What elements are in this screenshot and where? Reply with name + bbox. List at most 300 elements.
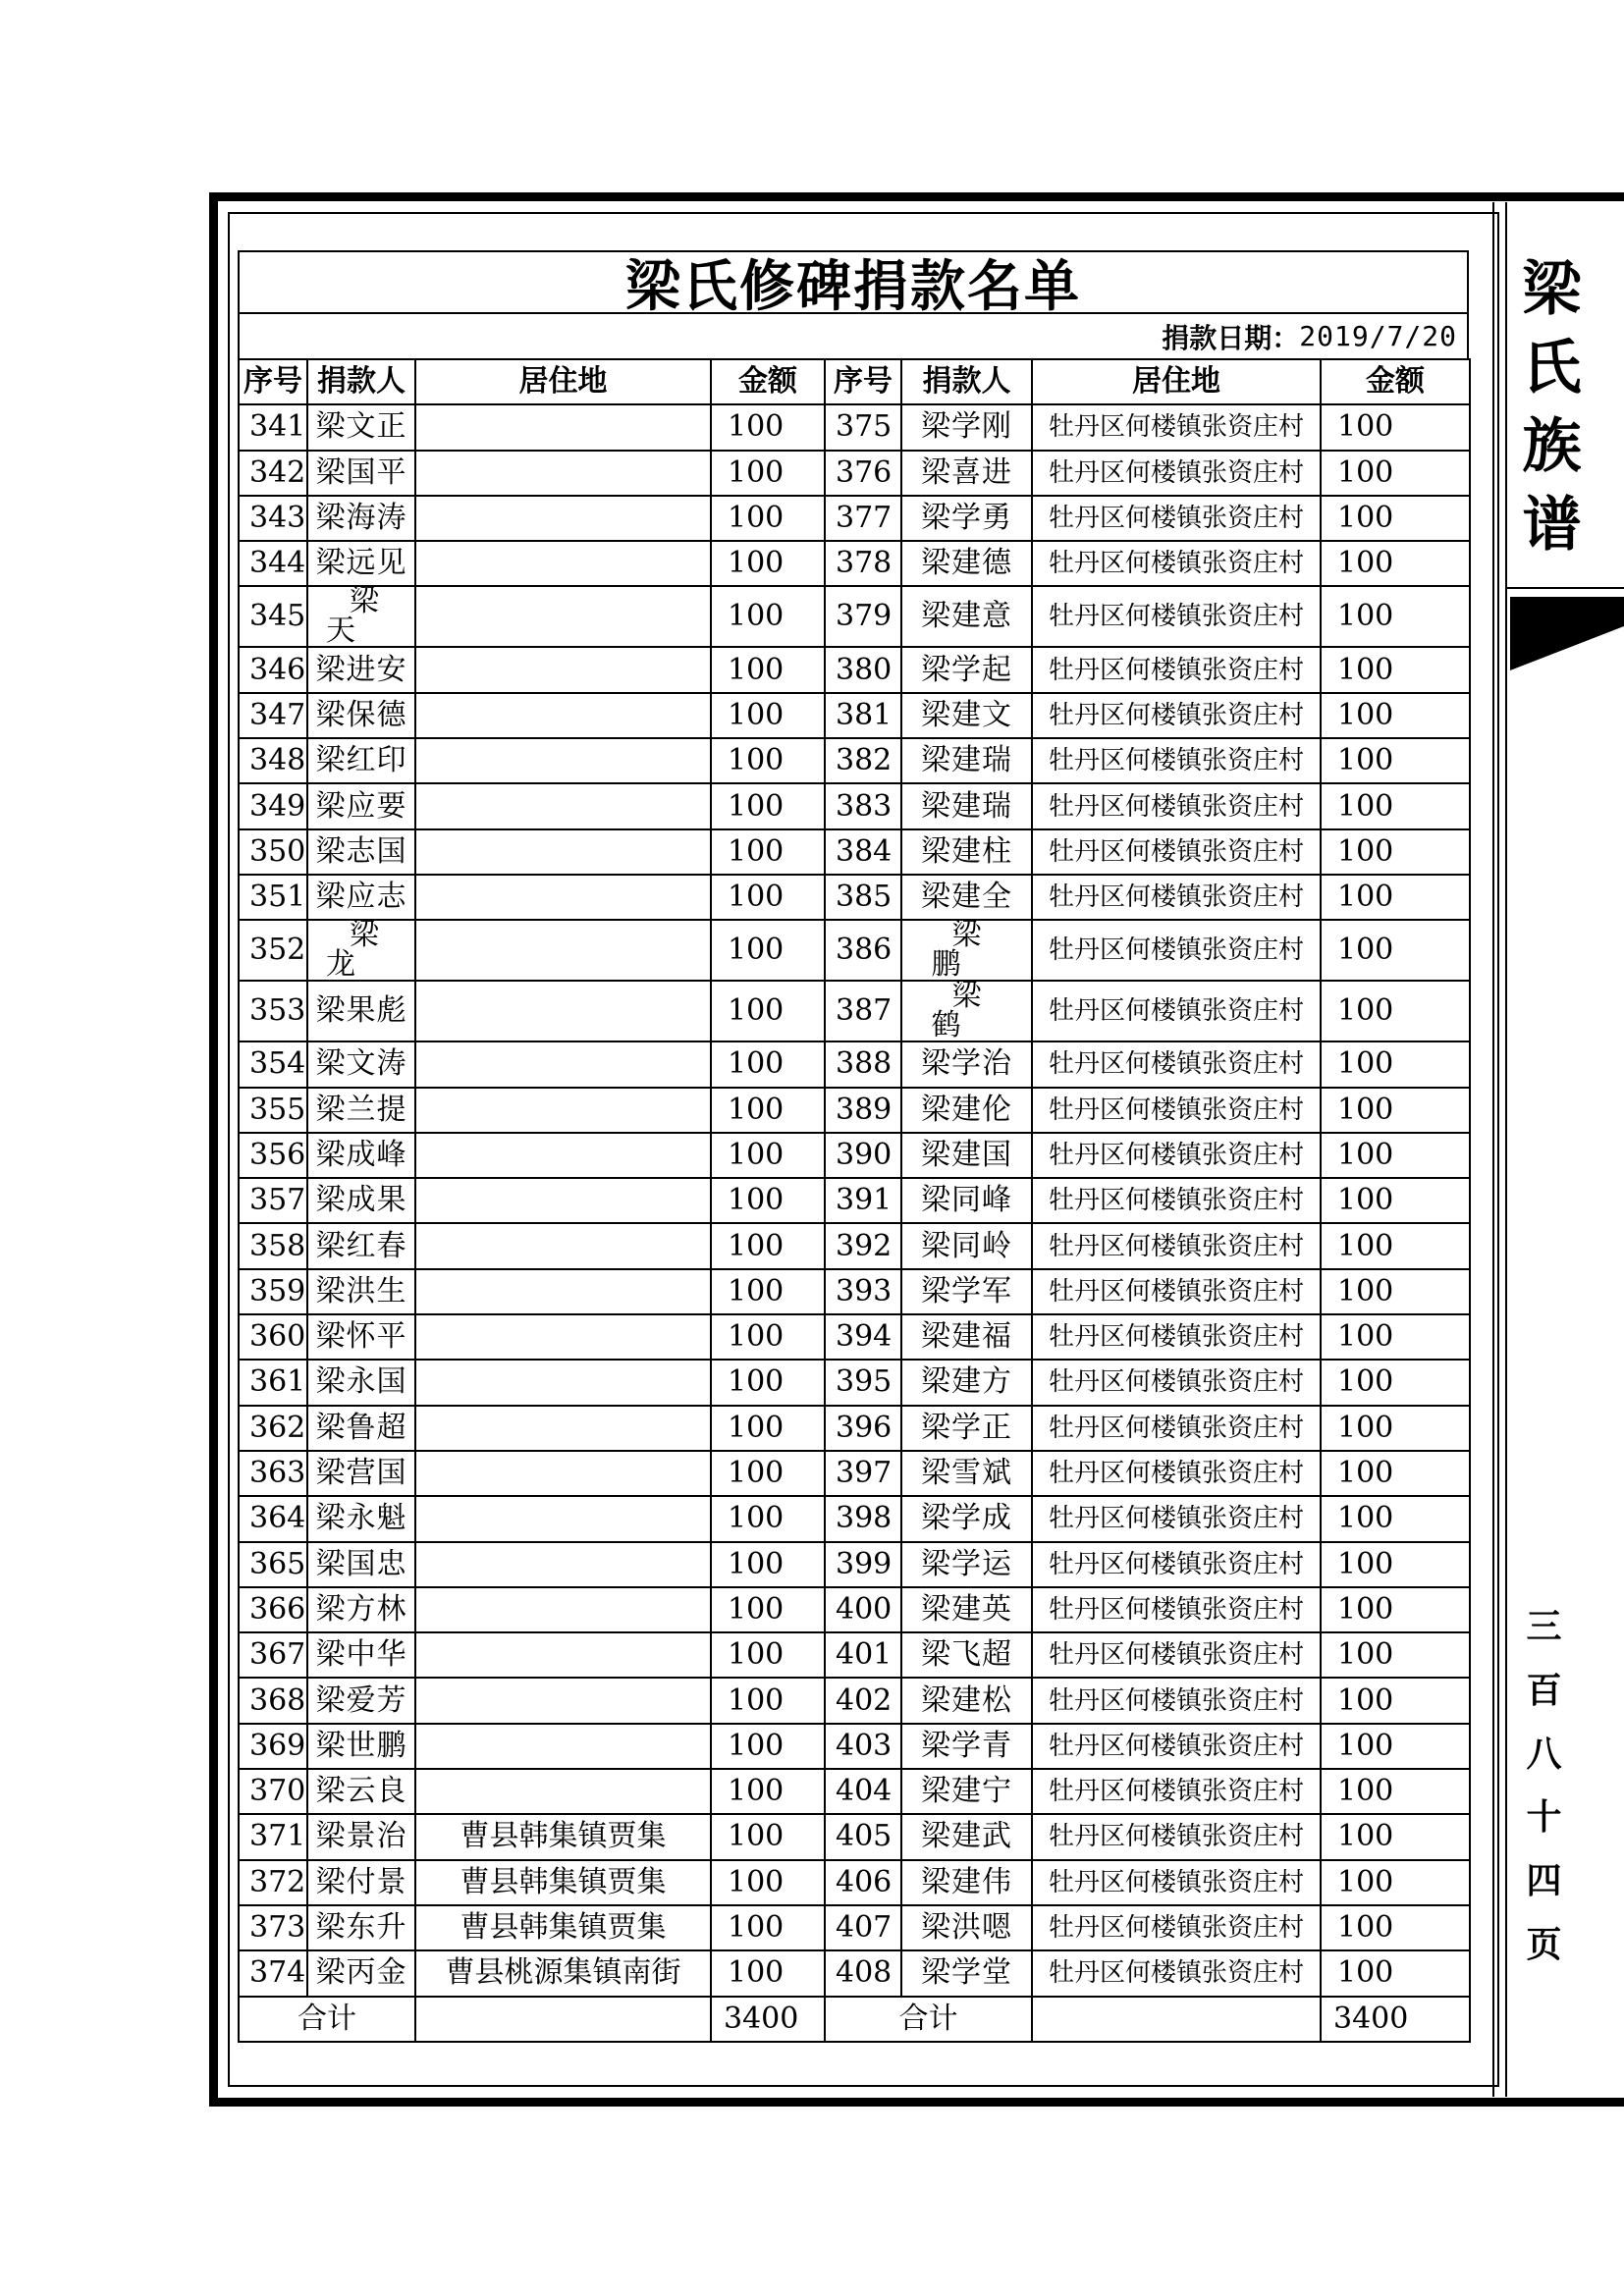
- residence: 牡丹区何楼镇张资庄村: [1032, 1587, 1321, 1632]
- table-row: [239, 496, 1470, 541]
- residence: [415, 738, 711, 783]
- donor-name: 梁营国: [307, 1451, 415, 1496]
- column-header: 序号: [239, 359, 307, 404]
- donor-name: 梁云良: [307, 1769, 415, 1814]
- table-row: [239, 1178, 1470, 1223]
- donation-amount: 100: [1321, 647, 1470, 692]
- serial-number: 344: [239, 541, 307, 586]
- serial-number: 359: [239, 1269, 307, 1314]
- residence: 牡丹区何楼镇张资庄村: [1032, 496, 1321, 541]
- donor-name: 梁红印: [307, 738, 415, 783]
- spine-divider-line: [1505, 202, 1507, 2097]
- donor-name: 梁同岭: [901, 1223, 1032, 1268]
- residence: 牡丹区何楼镇张资庄村: [1032, 1814, 1321, 1859]
- table-row: [239, 1542, 1470, 1587]
- serial-number: 370: [239, 1769, 307, 1814]
- donor-name: 梁建柱: [901, 829, 1032, 875]
- donation-amount: 100: [711, 1451, 825, 1496]
- donation-amount: 100: [711, 451, 825, 496]
- serial-number: 400: [825, 1587, 901, 1632]
- donation-amount: 100: [711, 404, 825, 450]
- donor-name: 梁文涛: [307, 1041, 415, 1087]
- donation-amount: 100: [1321, 1724, 1470, 1769]
- donor-name: 梁学正: [901, 1406, 1032, 1451]
- donation-amount: 100: [1321, 1860, 1470, 1905]
- donation-amount: 100: [711, 829, 825, 875]
- donation-amount: 100: [1321, 1133, 1470, 1178]
- residence: 牡丹区何楼镇张资庄村: [1032, 1451, 1321, 1496]
- column-header: 捐款人: [307, 359, 415, 404]
- serial-number: 350: [239, 829, 307, 875]
- serial-number: 358: [239, 1223, 307, 1268]
- table-row: [239, 1678, 1470, 1723]
- serial-number: 369: [239, 1724, 307, 1769]
- donor-name: 梁红春: [307, 1223, 415, 1268]
- donation-amount: 100: [1321, 1769, 1470, 1814]
- serial-number: 403: [825, 1724, 901, 1769]
- donation-amount: 100: [1321, 586, 1470, 647]
- serial-number: 342: [239, 451, 307, 496]
- serial-number: 407: [825, 1905, 901, 1950]
- residence: [415, 920, 711, 981]
- serial-number: 401: [825, 1632, 901, 1678]
- serial-number: 382: [825, 738, 901, 783]
- table-row: [239, 451, 1470, 496]
- donation-amount: 100: [711, 647, 825, 692]
- donation-amount: 100: [711, 1860, 825, 1905]
- spine-title-char: 族: [1522, 412, 1582, 481]
- serial-number: 391: [825, 1178, 901, 1223]
- serial-number: 368: [239, 1678, 307, 1723]
- residence: 牡丹区何楼镇张资庄村: [1032, 1769, 1321, 1814]
- donor-name: 梁学刚: [901, 404, 1032, 450]
- table-row: [239, 1769, 1470, 1814]
- table-row: [239, 541, 1470, 586]
- column-header: 金额: [711, 359, 825, 404]
- residence: 曹县韩集镇贾集: [415, 1905, 711, 1950]
- donation-amount: 100: [711, 1587, 825, 1632]
- serial-number: 371: [239, 1814, 307, 1859]
- table-row: [239, 1314, 1470, 1360]
- residence: [415, 1088, 711, 1133]
- serial-number: 396: [825, 1406, 901, 1451]
- table-row: [239, 1950, 1470, 1996]
- donor-name: 梁国平: [307, 451, 415, 496]
- donation-amount: 100: [711, 1314, 825, 1360]
- residence: 牡丹区何楼镇张资庄村: [1032, 920, 1321, 981]
- residence: [415, 1178, 711, 1223]
- residence: 牡丹区何楼镇张资庄村: [1032, 1406, 1321, 1451]
- donation-amount: 100: [711, 1950, 825, 1996]
- residence: [415, 541, 711, 586]
- residence: [415, 1587, 711, 1632]
- document-title: 梁氏修碑捐款名单: [238, 250, 1469, 314]
- serial-number: 357: [239, 1178, 307, 1223]
- spine-divider-line: [1492, 202, 1494, 2097]
- residence: 牡丹区何楼镇张资庄村: [1032, 1133, 1321, 1178]
- donor-name: 梁建福: [901, 1314, 1032, 1360]
- donation-amount: 100: [711, 783, 825, 828]
- serial-number: 353: [239, 981, 307, 1041]
- serial-number: 352: [239, 920, 307, 981]
- column-header: 居住地: [1032, 359, 1321, 404]
- donor-name: 梁怀平: [307, 1314, 415, 1360]
- residence: 曹县韩集镇贾集: [415, 1814, 711, 1859]
- table-row: [239, 586, 1470, 647]
- serial-number: 381: [825, 693, 901, 738]
- residence: [415, 1223, 711, 1268]
- residence: [415, 1269, 711, 1314]
- total-label: 合计: [825, 1997, 1032, 2042]
- table-row: [239, 920, 1470, 981]
- spine-page-char: 三: [1526, 1607, 1562, 1647]
- donation-amount: 100: [711, 1041, 825, 1087]
- donor-name: 梁世鹏: [307, 1724, 415, 1769]
- spine-page-number: [1512, 1607, 1576, 1965]
- donation-amount: 100: [1321, 1269, 1470, 1314]
- donor-name: 梁景治: [307, 1814, 415, 1859]
- residence: [415, 1724, 711, 1769]
- serial-number: 372: [239, 1860, 307, 1905]
- residence: 牡丹区何楼镇张资庄村: [1032, 404, 1321, 450]
- total-empty-cell: [415, 1997, 711, 2042]
- total-label: 合计: [239, 1997, 415, 2042]
- table-row: [239, 1632, 1470, 1678]
- table-row: [239, 647, 1470, 692]
- donation-amount: 100: [711, 1360, 825, 1405]
- serial-number: 402: [825, 1678, 901, 1723]
- serial-number: 380: [825, 647, 901, 692]
- residence: [415, 783, 711, 828]
- donor-name: 梁建武: [901, 1814, 1032, 1859]
- residence: [415, 1678, 711, 1723]
- table-row: [239, 1088, 1470, 1133]
- serial-number: 362: [239, 1406, 307, 1451]
- donor-rows: [239, 404, 1470, 1996]
- serial-number: 347: [239, 693, 307, 738]
- donation-amount: 100: [1321, 693, 1470, 738]
- residence: [415, 875, 711, 920]
- table-row: [239, 1360, 1470, 1405]
- donor-name: 梁兰提: [307, 1088, 415, 1133]
- serial-number: 377: [825, 496, 901, 541]
- serial-number: 354: [239, 1041, 307, 1087]
- donor-name: 梁龙: [307, 920, 415, 981]
- donor-name: 梁学运: [901, 1542, 1032, 1587]
- residence: [415, 1041, 711, 1087]
- table-row: [239, 738, 1470, 783]
- donor-name: 梁海涛: [307, 496, 415, 541]
- donor-name: 梁飞超: [901, 1632, 1032, 1678]
- serial-number: 387: [825, 981, 901, 1041]
- donor-name: 梁建伦: [901, 1088, 1032, 1133]
- column-header: 金额: [1321, 359, 1470, 404]
- total-amount: 3400: [711, 1997, 825, 2042]
- donation-amount: 100: [1321, 783, 1470, 828]
- donor-name: 梁洪生: [307, 1269, 415, 1314]
- donation-amount: 100: [711, 738, 825, 783]
- donation-amount: 100: [711, 1088, 825, 1133]
- residence: [415, 1632, 711, 1678]
- donation-amount: 100: [1321, 1314, 1470, 1360]
- donation-amount: 100: [1321, 541, 1470, 586]
- residence: 牡丹区何楼镇张资庄村: [1032, 1860, 1321, 1905]
- residence: 牡丹区何楼镇张资庄村: [1032, 541, 1321, 586]
- donation-amount: 100: [711, 1905, 825, 1950]
- serial-number: 365: [239, 1542, 307, 1587]
- serial-number: 406: [825, 1860, 901, 1905]
- donor-name: 梁建伟: [901, 1860, 1032, 1905]
- donation-amount: 100: [1321, 451, 1470, 496]
- table-row: [239, 1496, 1470, 1541]
- serial-number: 356: [239, 1133, 307, 1178]
- donation-amount: 100: [711, 496, 825, 541]
- donor-name: 梁学起: [901, 647, 1032, 692]
- donor-name: 梁同峰: [901, 1178, 1032, 1223]
- residence: 牡丹区何楼镇张资庄村: [1032, 783, 1321, 828]
- serial-number: 394: [825, 1314, 901, 1360]
- residence: 牡丹区何楼镇张资庄村: [1032, 1088, 1321, 1133]
- donation-amount: 100: [711, 920, 825, 981]
- residence: 牡丹区何楼镇张资庄村: [1032, 1496, 1321, 1541]
- donor-name: 梁永魁: [307, 1496, 415, 1541]
- donation-amount: 100: [1321, 496, 1470, 541]
- donor-name: 梁鹤: [901, 981, 1032, 1041]
- donation-amount: 100: [711, 1678, 825, 1723]
- residence: [415, 829, 711, 875]
- residence: 牡丹区何楼镇张资庄村: [1032, 586, 1321, 647]
- donation-amount: 100: [711, 1223, 825, 1268]
- residence: 牡丹区何楼镇张资庄村: [1032, 693, 1321, 738]
- table-row: [239, 1406, 1470, 1451]
- donation-amount: 100: [711, 1133, 825, 1178]
- spine-title-char: 氏: [1522, 334, 1582, 402]
- serial-number: 373: [239, 1905, 307, 1950]
- serial-number: 388: [825, 1041, 901, 1087]
- residence: 牡丹区何楼镇张资庄村: [1032, 1950, 1321, 1996]
- donor-name: 梁国忠: [307, 1542, 415, 1587]
- table-row: [239, 1905, 1470, 1950]
- residence: [415, 586, 711, 647]
- table-row: [239, 1724, 1470, 1769]
- serial-number: 398: [825, 1496, 901, 1541]
- donation-amount: 100: [711, 1496, 825, 1541]
- donor-name: 梁洪嗯: [901, 1905, 1032, 1950]
- table-row: [239, 1041, 1470, 1087]
- residence: [415, 1360, 711, 1405]
- donation-amount: 100: [1321, 829, 1470, 875]
- donor-name: 梁丙金: [307, 1950, 415, 1996]
- donor-name: 梁学堂: [901, 1950, 1032, 1996]
- donation-amount: 100: [711, 541, 825, 586]
- residence: 牡丹区何楼镇张资庄村: [1032, 1041, 1321, 1087]
- spine-page-char: 十: [1526, 1797, 1562, 1839]
- donation-amount: 100: [1321, 1360, 1470, 1405]
- donor-name: 梁远见: [307, 541, 415, 586]
- donation-amount: 100: [1321, 1451, 1470, 1496]
- serial-number: 351: [239, 875, 307, 920]
- donor-name: 梁成峰: [307, 1133, 415, 1178]
- donor-name: 梁学青: [901, 1724, 1032, 1769]
- spine-page-char: 八: [1526, 1734, 1562, 1775]
- table-row: [239, 404, 1470, 450]
- donor-name: 梁付景: [307, 1860, 415, 1905]
- donation-amount: 100: [1321, 1223, 1470, 1268]
- donor-name: 梁应志: [307, 875, 415, 920]
- donor-name: 梁爱芳: [307, 1678, 415, 1723]
- table-row: [239, 783, 1470, 828]
- donation-amount: 100: [1321, 920, 1470, 981]
- serial-number: 404: [825, 1769, 901, 1814]
- spine-book-title: [1510, 255, 1594, 560]
- donor-name: 梁喜进: [901, 451, 1032, 496]
- donor-name: 梁中华: [307, 1632, 415, 1678]
- residence: [415, 647, 711, 692]
- residence: 曹县韩集镇贾集: [415, 1860, 711, 1905]
- serial-number: 367: [239, 1632, 307, 1678]
- donation-amount: 100: [1321, 1632, 1470, 1678]
- total-empty-cell: [1032, 1997, 1321, 2042]
- residence: 牡丹区何楼镇张资庄村: [1032, 1678, 1321, 1723]
- donor-name: 梁东升: [307, 1905, 415, 1950]
- residence: 牡丹区何楼镇张资庄村: [1032, 451, 1321, 496]
- serial-number: 384: [825, 829, 901, 875]
- donor-name: 梁应要: [307, 783, 415, 828]
- serial-number: 366: [239, 1587, 307, 1632]
- donation-amount: 100: [1321, 1950, 1470, 1996]
- serial-number: 375: [825, 404, 901, 450]
- donor-name: 梁建德: [901, 541, 1032, 586]
- donation-amount: 100: [1321, 1041, 1470, 1087]
- residence: 牡丹区何楼镇张资庄村: [1032, 981, 1321, 1041]
- residence: [415, 1133, 711, 1178]
- donor-name: 梁学治: [901, 1041, 1032, 1087]
- serial-number: 374: [239, 1950, 307, 1996]
- table-row: [239, 693, 1470, 738]
- serial-number: 385: [825, 875, 901, 920]
- donation-amount: 100: [1321, 1178, 1470, 1223]
- donation-amount: 100: [711, 1724, 825, 1769]
- serial-number: 343: [239, 496, 307, 541]
- serial-number: 397: [825, 1451, 901, 1496]
- spine-title-char: 谱: [1522, 491, 1582, 560]
- donor-name: 梁建国: [901, 1133, 1032, 1178]
- donor-name: 梁文正: [307, 404, 415, 450]
- serial-number: 386: [825, 920, 901, 981]
- serial-number: 389: [825, 1088, 901, 1133]
- table-row: [239, 1814, 1470, 1859]
- total-row: [239, 1997, 1470, 2042]
- residence: 牡丹区何楼镇张资庄村: [1032, 1905, 1321, 1950]
- table-row: [239, 1451, 1470, 1496]
- date-label: 捐款日期：: [1162, 321, 1300, 354]
- serial-number: 345: [239, 586, 307, 647]
- donation-amount: 100: [711, 1178, 825, 1223]
- donor-name: 梁建意: [901, 586, 1032, 647]
- donor-name: 梁鹏: [901, 920, 1032, 981]
- table-row: [239, 1223, 1470, 1268]
- donor-name: 梁雪斌: [901, 1451, 1032, 1496]
- donation-amount: 100: [711, 875, 825, 920]
- serial-number: 363: [239, 1451, 307, 1496]
- donation-amount: 100: [1321, 1678, 1470, 1723]
- donation-amount: 100: [711, 1406, 825, 1451]
- serial-number: 341: [239, 404, 307, 450]
- residence: 牡丹区何楼镇张资庄村: [1032, 829, 1321, 875]
- serial-number: 349: [239, 783, 307, 828]
- table-row: [239, 1587, 1470, 1632]
- serial-number: 361: [239, 1360, 307, 1405]
- donation-amount: 100: [711, 1542, 825, 1587]
- donor-name: 梁建瑞: [901, 783, 1032, 828]
- donation-amount: 100: [1321, 1587, 1470, 1632]
- donation-amount: 100: [1321, 1088, 1470, 1133]
- residence: 牡丹区何楼镇张资庄村: [1032, 1360, 1321, 1405]
- table-row: [239, 1860, 1470, 1905]
- spine-separator: [1505, 587, 1624, 589]
- donation-amount: 100: [711, 1632, 825, 1678]
- serial-number: 405: [825, 1814, 901, 1859]
- donor-name: 梁建松: [901, 1678, 1032, 1723]
- donor-name: 梁志国: [307, 829, 415, 875]
- residence: 牡丹区何楼镇张资庄村: [1032, 1542, 1321, 1587]
- donation-amount: 100: [711, 693, 825, 738]
- spine-page-char: 百: [1526, 1670, 1562, 1711]
- serial-number: 379: [825, 586, 901, 647]
- serial-number: 399: [825, 1542, 901, 1587]
- donor-name: 梁建英: [901, 1587, 1032, 1632]
- column-header: 居住地: [415, 359, 711, 404]
- residence: [415, 693, 711, 738]
- donation-amount: 100: [1321, 1496, 1470, 1541]
- residence: [415, 981, 711, 1041]
- table-row: [239, 1133, 1470, 1178]
- residence: [415, 404, 711, 450]
- serial-number: 346: [239, 647, 307, 692]
- donor-name: 梁鲁超: [307, 1406, 415, 1451]
- residence: 牡丹区何楼镇张资庄村: [1032, 1632, 1321, 1678]
- residence: 牡丹区何楼镇张资庄村: [1032, 1724, 1321, 1769]
- serial-number: 348: [239, 738, 307, 783]
- donor-name: 梁天: [307, 586, 415, 647]
- donation-amount: 100: [711, 981, 825, 1041]
- donor-name: 梁建宁: [901, 1769, 1032, 1814]
- residence: [415, 1496, 711, 1541]
- serial-number: 364: [239, 1496, 307, 1541]
- serial-number: 360: [239, 1314, 307, 1360]
- residence: 牡丹区何楼镇张资庄村: [1032, 1269, 1321, 1314]
- spine-page-char: 页: [1526, 1924, 1562, 1965]
- residence: [415, 1406, 711, 1451]
- residence: [415, 1451, 711, 1496]
- donor-name: 梁建全: [901, 875, 1032, 920]
- spine-title-char: 梁: [1522, 255, 1582, 324]
- fish-tail-mark-icon: [1510, 597, 1624, 685]
- donation-amount: 100: [1321, 981, 1470, 1041]
- serial-number: 395: [825, 1360, 901, 1405]
- table-header-row: [239, 359, 1470, 404]
- donation-amount: 100: [1321, 1905, 1470, 1950]
- residence: [415, 451, 711, 496]
- table-row: [239, 875, 1470, 920]
- donor-table: [238, 358, 1471, 2043]
- donor-name: 梁学勇: [901, 496, 1032, 541]
- donation-amount: 100: [1321, 1406, 1470, 1451]
- donation-amount: 100: [1321, 738, 1470, 783]
- residence: [415, 1769, 711, 1814]
- donation-amount: 100: [711, 586, 825, 647]
- residence: 牡丹区何楼镇张资庄村: [1032, 875, 1321, 920]
